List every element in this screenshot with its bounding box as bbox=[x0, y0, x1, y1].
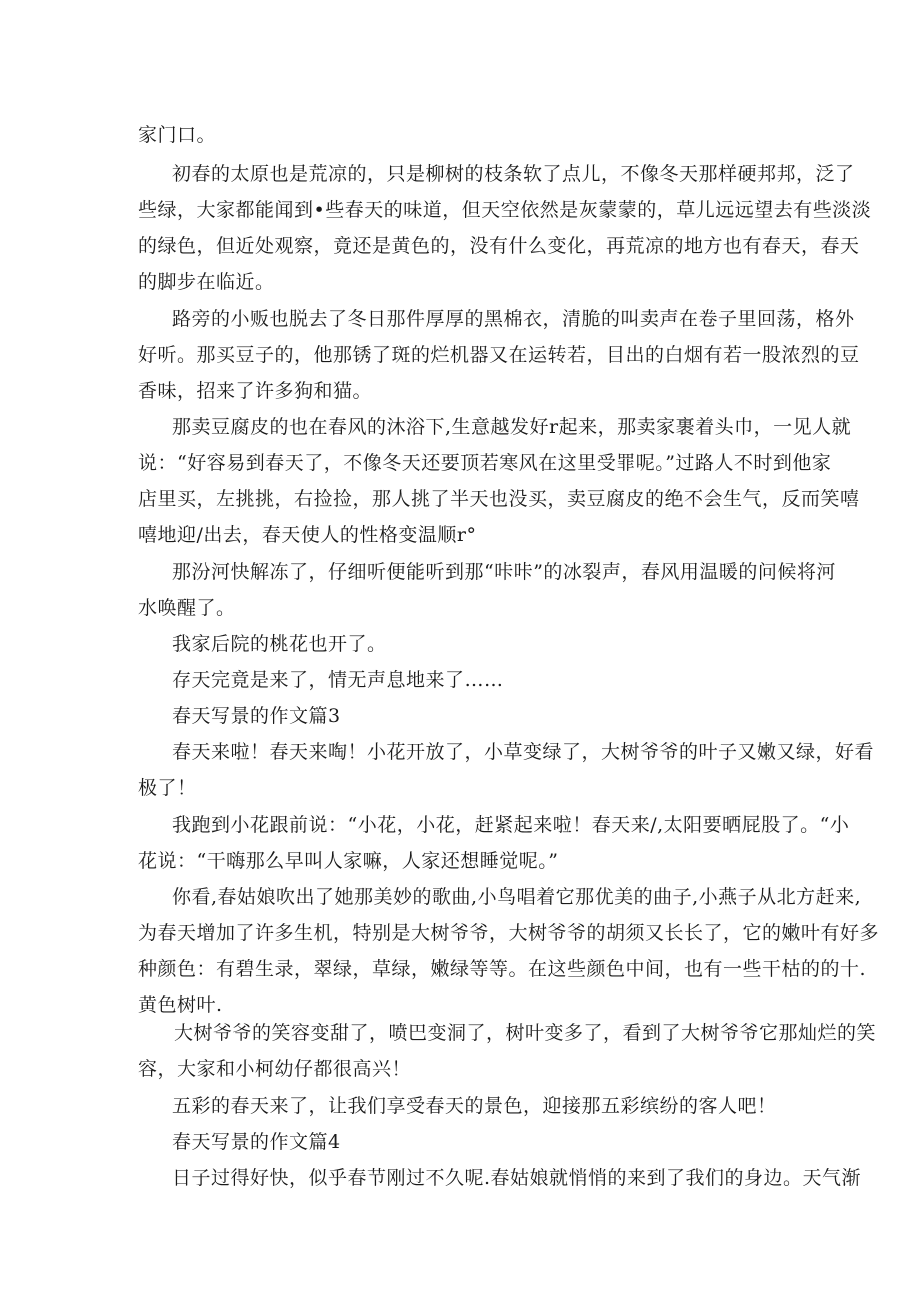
paragraph-line: 大树爷爷的笑容变甜了，喷巴变洞了，树叶变多了，看到了大树爷爷它那灿烂的笑 bbox=[174, 1022, 877, 1044]
paragraph-line: 那汾河快解冻了，仔细听便能听到那“咔咔”的冰裂声，春风用温暖的问候将河 bbox=[172, 561, 836, 583]
paragraph-line: 五彩的春天来了，让我们享受春天的景色，迎接那五彩缤纷的客人吧！ bbox=[172, 1095, 777, 1117]
paragraph-line: 种颜色：有碧生录，翠绿，草绿，嫩绿等等。在这些颜色中间，也有一些干枯的的十. bbox=[138, 958, 867, 980]
paragraph-line: 容，大家和小柯幼仔都很高兴！ bbox=[138, 1058, 412, 1080]
paragraph-line: 好听。那买豆子的，他那锈了斑的烂机器又在运转若，目出的白烟有若一股浓烈的豆 bbox=[138, 344, 860, 366]
paragraph-line: 黄色树叶. bbox=[138, 994, 223, 1016]
paragraph-line: 香味，招来了许多狗和猫。 bbox=[138, 380, 373, 402]
paragraph-line: 嘻地迎/出去，春天使人的性格变温顺r° bbox=[138, 524, 477, 546]
paragraph-line: 我家后院的桃花也开了。 bbox=[172, 633, 387, 655]
paragraph-line: 家门口。 bbox=[138, 124, 217, 146]
paragraph-line: 那卖豆腐皮的也在春风的沐浴下,生意越发好r起来，那卖家裹着头巾，一见人就 bbox=[172, 416, 852, 438]
paragraph-line: 的脚步在临近。 bbox=[138, 271, 275, 293]
paragraph-line: 水唤醒了。 bbox=[138, 597, 236, 619]
paragraph-line: 初春的太原也是荒凉的，只是柳树的枝条软了点儿，不像冬天那样硬邦邦，泛了 bbox=[172, 163, 855, 185]
section-heading: 春天写景的作文篇3 bbox=[172, 705, 341, 727]
paragraph-line: 说：“好容易到春天了，不像冬天还要顶若寒风在这里受罪呢。”过路人不时到他家 bbox=[138, 452, 832, 474]
paragraph-line: 的绿色，但近处观察，竟还是黄色的，没有什么变化，再荒凉的地方也有春天，春天 bbox=[138, 235, 860, 257]
paragraph-line: 你看,春姑娘吹出了她那美妙的歌曲,小鸟唱着它那优美的曲子,小燕子从北方赶来, bbox=[172, 886, 862, 908]
paragraph-line: 存天完竟是来了，情无声息地来了…… bbox=[172, 669, 504, 691]
paragraph-line: 极了！ bbox=[138, 777, 197, 799]
paragraph-line: 春天来啦！春天来啕！小花开放了，小草变绿了，大树爷爷的叶子又嫩又绿，好看 bbox=[172, 741, 875, 763]
paragraph-line: 店里买，左挑挑，右捡捡，那人挑了半天也没买，卖豆腐皮的绝不会生气，反而笑嘻 bbox=[138, 488, 860, 510]
paragraph-line: 花说：“干嗨那么早叫人家嘛，人家还想睡觉呢。” bbox=[138, 850, 559, 872]
paragraph-line: 路旁的小贩也脱去了冬日那件厚厚的黑棉衣，清脆的叫卖声在卷子里回荡，格外 bbox=[172, 308, 855, 330]
paragraph-line: 些绿，大家都能闻到•些春天的味道，但天空依然是灰蒙蒙的，草儿远远望去有些淡淡 bbox=[138, 199, 872, 221]
paragraph-line: 日子过得好快，似乎春节刚过不久呢.春姑娘就悄悄的来到了我们的身边。天气渐 bbox=[172, 1167, 862, 1189]
section-heading: 春天写景的作文篇4 bbox=[172, 1131, 341, 1153]
paragraph-line: 为春天增加了许多生机，特别是大树爷爷，大树爷爷的胡须又长长了，它的嫩叶有好多 bbox=[138, 922, 880, 944]
paragraph-line: 我跑到小花跟前说：“小花，小花，赶紧起来啦！春天来/,太阳要晒屁股了。“小 bbox=[172, 814, 850, 836]
